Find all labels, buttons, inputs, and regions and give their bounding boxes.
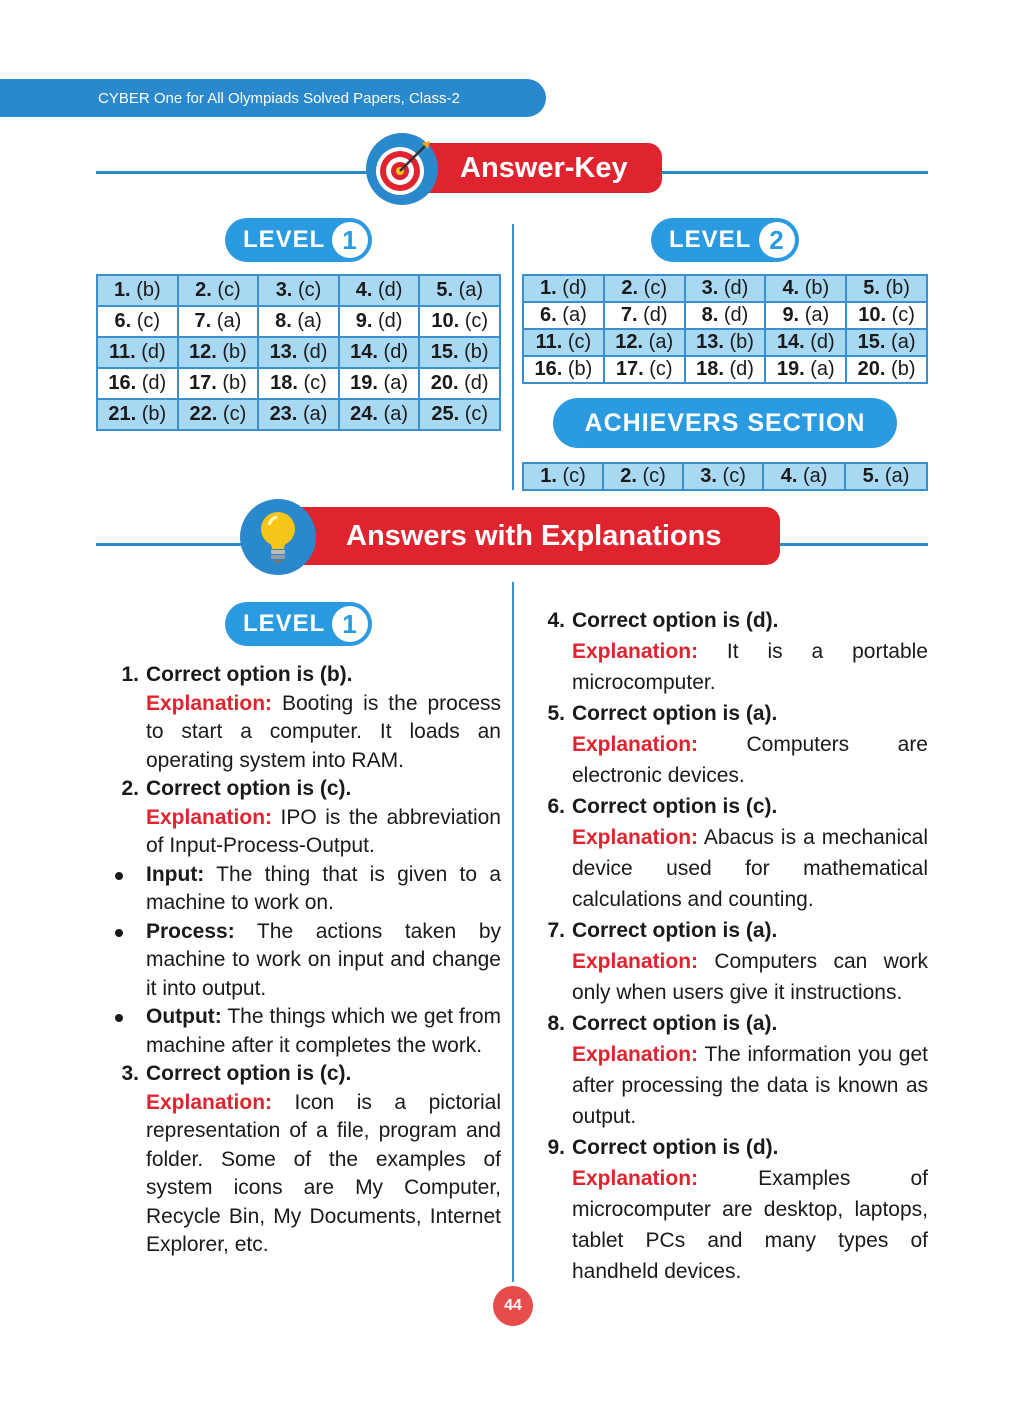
level-2-number: 2 [759,222,795,258]
answer-cell [178,306,259,337]
question-number: 8. [701,304,719,326]
explanation-label: Explanation: [146,691,273,715]
answer-option: (d) [383,341,408,363]
explanation-label: Explanation: [572,733,699,756]
explanation [572,822,928,915]
target-icon [366,133,438,205]
answer-option: (c) [464,310,489,332]
answer-cell [846,329,927,356]
achievers-section-pill [553,398,897,448]
explanation-text: Booting is the process to start a computer. It loads an operating system into RAM. [146,691,501,772]
correct-option: Correct option is (b). [146,663,353,686]
answer-cell [419,368,500,399]
answer-option: (b) [885,277,910,299]
answer-option: (c) [722,465,746,487]
page-number [493,1286,533,1326]
answer-cell [258,368,339,399]
answer-row [523,302,927,329]
question-number: 19. [350,372,378,394]
question-number: 16. [108,372,137,394]
question-number: 7. [620,304,638,326]
question-number: 11. [535,331,563,353]
answer-option: (d) [810,331,835,353]
question-number: 21. [108,403,137,425]
answer-cell [178,368,259,399]
answer-option: (a) [891,331,916,353]
answer-key-divider [512,224,514,490]
answer-item [525,791,928,915]
bullet-icon [115,872,123,880]
answer-cell [683,463,763,490]
bullet-term: Input: [146,862,205,886]
explanation [572,1039,928,1132]
answer-option: (b) [891,358,916,380]
question-number: 20. [430,372,459,394]
answer-option: (b) [729,331,754,353]
answer-option: (c) [891,304,915,326]
answer-cell [97,368,178,399]
question-number: 10. [431,310,460,332]
answer-option: (b) [141,403,167,425]
question-number: 15. [857,331,886,353]
item-number: 2. [121,777,139,800]
answer-option: (c) [217,279,241,301]
answer-option: (c) [643,277,667,299]
explanation [146,690,501,776]
bullet-term: Output: [146,1005,222,1028]
explanation [572,946,928,1008]
answer-option: (a) [562,304,587,326]
question-number: 12. [188,341,217,363]
answer-cell [339,368,420,399]
answer-cell [339,306,420,337]
explanation-label: Explanation: [572,640,699,663]
item-number: 4. [547,609,565,632]
answer-row [523,329,927,356]
answer-option: (c) [567,331,592,353]
answer-cell [685,329,766,356]
question-number: 14. [350,341,378,363]
question-number: 25. [431,403,460,425]
achievers-answer-table [522,462,928,491]
answer-option: (c) [222,403,247,425]
question-number: 1. [540,277,557,299]
explanations-level-label: LEVEL [243,610,326,637]
answer-option: (a) [383,372,408,394]
question-number: 9. [355,310,373,332]
answer-option: (c) [562,465,586,487]
explanation-label: Explanation: [572,1167,699,1190]
answer-cell [523,356,604,383]
question-number: 20. [857,358,886,380]
answer-cell [178,337,259,368]
header-tab [0,79,546,117]
answer-cell [846,356,927,383]
explanations-rule-left [96,543,256,546]
item-number: 3. [121,1062,139,1085]
answer-row [97,399,500,430]
correct-option: Correct option is (c). [146,1062,352,1085]
answer-cell [258,337,339,368]
question-number: 15. [430,341,459,363]
answer-cell [685,275,766,302]
correct-option: Correct option is (a). [572,919,778,942]
answer-cell [523,463,603,490]
level-1-number: 1 [332,222,368,258]
answer-key-rule-left [96,171,376,174]
level-1-pill [225,218,372,262]
answer-cell [604,302,685,329]
answer-option: (b) [464,341,489,363]
question-number: 13. [696,331,724,353]
answer-cell [178,275,259,306]
bullet-item [99,861,501,918]
question-number: 7. [194,310,212,332]
explanation-text: Icon is a pictorial representation of a file, program and folder. Some of the examples of system icons are My Computer, Recycle Bin, My Documents, Internet Explorer, etc. [146,1090,501,1256]
level-1-label: LEVEL [243,226,326,253]
answer-option: (b) [567,358,593,380]
item-number: 9. [547,1136,565,1159]
question-number: 3. [700,465,717,487]
explanation [572,636,928,698]
question-number: 6. [540,304,557,326]
correct-option: Correct option is (a). [572,1012,778,1035]
explanation [572,1163,928,1287]
answer-option: (d) [377,279,403,301]
bullet-text: The actions taken by machine to work on input and change it into output. [146,919,501,1000]
answer-cell [845,463,927,490]
answer-cell [765,275,846,302]
item-number: 5. [547,702,565,725]
answer-option: (d) [377,310,403,332]
answer-option: (a) [802,465,828,487]
answer-cell [604,329,685,356]
answer-item [525,915,928,1008]
page-number-text: 44 [504,1297,522,1314]
answer-option: (a) [810,358,835,380]
answer-cell [97,306,178,337]
answer-option: (b) [222,372,247,394]
answer-option: (d) [643,304,668,326]
question-number: 14. [776,331,805,353]
bullet-term: Process: [146,919,235,943]
explanations-level-number: 1 [332,606,368,642]
answer-option: (d) [141,372,167,394]
question-number: 9. [782,304,800,326]
answer-cell [258,275,339,306]
question-number: 19. [776,358,805,380]
item-number: 7. [547,919,565,942]
answer-option: (d) [302,341,328,363]
explanation-label: Explanation: [572,950,699,973]
answer-cell [685,356,766,383]
explanation-text: Abacus is a mechanical device used for mathematical calculations and counting. [572,826,928,911]
question-number: 1. [113,279,131,301]
answer-option: (c) [642,465,666,487]
explanations-divider [512,582,514,1282]
answer-row [97,275,500,306]
question-number: 12. [615,331,644,353]
question-number: 11. [108,341,136,363]
answer-item [99,775,501,861]
answer-cell [523,302,604,329]
question-number: 4. [782,277,800,299]
question-number: 13. [269,341,298,363]
answer-item [525,698,928,791]
question-number: 10. [858,304,887,326]
bullet-icon [115,1014,123,1022]
explanation [572,729,928,791]
question-number: 24. [350,403,378,425]
question-number: 23. [269,403,298,425]
correct-option: Correct option is (c). [146,777,352,800]
question-number: 17. [615,358,644,380]
explanation-text: Examples of microcomputer are desktop, laptops, tablet PCs and many types of handheld devices. [572,1167,928,1283]
answer-option: (c) [136,310,161,332]
answer-cell [339,337,420,368]
answer-option: (a) [648,331,674,353]
answer-item [99,1060,501,1260]
answer-cell [419,275,500,306]
question-number: 5. [436,279,454,301]
question-number: 3. [701,277,719,299]
answer-cell [419,399,500,430]
answer-option: (b) [136,279,161,301]
question-number: 4. [355,279,373,301]
question-number: 18. [270,372,298,394]
question-number: 2. [621,277,639,299]
question-number: 5. [863,277,880,299]
question-number: 18. [696,358,724,380]
item-number: 1. [121,663,139,686]
explanation-label: Explanation: [146,1090,273,1114]
answer-item [99,661,501,775]
answer-option: (d) [562,277,587,299]
explanations-level-pill [225,602,372,646]
explanation-text: Computers are electronic devices. [572,733,928,787]
answer-row [97,337,500,368]
correct-option: Correct option is (d). [572,609,779,632]
explanations-heading [290,507,780,565]
explanations-heading-text: Answers with Explanations [346,519,722,552]
explanations-left-column [99,661,501,1260]
answer-item [525,1132,928,1287]
bullet-text: The things which we get from machine after it completes the work. [146,1005,501,1057]
answer-option: (a) [302,403,328,425]
answer-option: (c) [464,403,489,425]
question-number: 2. [195,279,212,301]
answer-option: (a) [804,304,830,326]
answer-cell [97,337,178,368]
explanation-text: The information you get after processing the data is known as output. [572,1043,928,1128]
explanations-rule-right [778,543,928,546]
answer-row [523,275,927,302]
answer-cell [419,306,500,337]
question-number: 22. [189,403,218,425]
bullet-item [99,918,501,1004]
answer-option: (c) [649,358,673,380]
answer-key-heading [420,143,662,193]
header-title: CYBER One for All Olympiads Solved Papers, Class-2 [98,89,460,107]
explanation-text: Computers can work only when users give it instructions. [572,950,928,1004]
answer-option: (a) [297,310,322,332]
answer-row [97,306,500,337]
answer-cell [765,329,846,356]
bullet-text: The thing that is given to a machine to work on. [146,862,501,914]
question-number: 2. [620,465,637,487]
correct-option: Correct option is (c). [572,795,778,818]
question-number: 4. [780,465,798,487]
answer-row [523,356,927,383]
answer-option: (d) [723,277,749,299]
answer-item [525,605,928,698]
answer-cell [604,356,685,383]
answer-option: (c) [303,372,327,394]
question-number: 8. [275,310,292,332]
answer-key-rule-right [660,171,928,174]
answer-option: (a) [884,465,910,487]
explanation-text: It is a portable microcomputer. [572,640,928,694]
answer-option: (c) [297,279,322,301]
explanation-text: IPO is the abbreviation of Input-Process-Output. [146,805,501,857]
answer-option: (b) [804,277,830,299]
level-1-answer-table [96,274,501,431]
explanation [146,804,501,861]
explanation [146,1089,501,1260]
answer-option: (a) [216,310,242,332]
answer-cell [97,275,178,306]
answer-cell [339,399,420,430]
answer-cell [763,463,845,490]
answer-cell [523,329,604,356]
answer-cell [258,306,339,337]
question-number: 5. [862,465,880,487]
lightbulb-icon [240,499,316,575]
answer-cell [178,399,259,430]
answer-cell [97,399,178,430]
bullet-item [99,1003,501,1060]
item-number: 8. [547,1012,565,1035]
answer-option: (d) [464,372,489,394]
answer-cell [846,275,927,302]
answer-option: (d) [729,358,754,380]
answer-cell [685,302,766,329]
answer-option: (b) [222,341,247,363]
question-number: 17. [188,372,217,394]
answer-cell [258,399,339,430]
answer-cell [603,463,683,490]
question-number: 1. [540,465,557,487]
explanation-label: Explanation: [572,1043,699,1066]
correct-option: Correct option is (a). [572,702,778,725]
answer-cell [604,275,685,302]
answer-row [523,463,927,490]
answer-row [97,368,500,399]
answer-cell [765,302,846,329]
question-number: 16. [534,358,563,380]
answer-option: (d) [141,341,166,363]
answer-cell [419,337,500,368]
answer-cell [765,356,846,383]
item-number: 6. [547,795,565,818]
correct-option: Correct option is (d). [572,1136,779,1159]
achievers-label: ACHIEVERS SECTION [584,408,866,437]
answer-key-heading-text: Answer-Key [460,151,628,184]
question-number: 3. [275,279,293,301]
answer-cell [846,302,927,329]
explanations-right-column [525,605,928,1287]
bullet-icon [115,929,123,937]
answer-cell [339,275,420,306]
answer-cell [523,275,604,302]
explanation-label: Explanation: [572,826,699,849]
question-number: 6. [114,310,132,332]
answer-option: (a) [383,403,408,425]
explanation-label: Explanation: [146,805,273,829]
level-2-answer-table [522,274,928,384]
answer-option: (a) [458,279,484,301]
answer-option: (d) [723,304,749,326]
level-2-pill [651,218,799,262]
answer-item [525,1008,928,1132]
level-2-label: LEVEL [669,226,752,253]
